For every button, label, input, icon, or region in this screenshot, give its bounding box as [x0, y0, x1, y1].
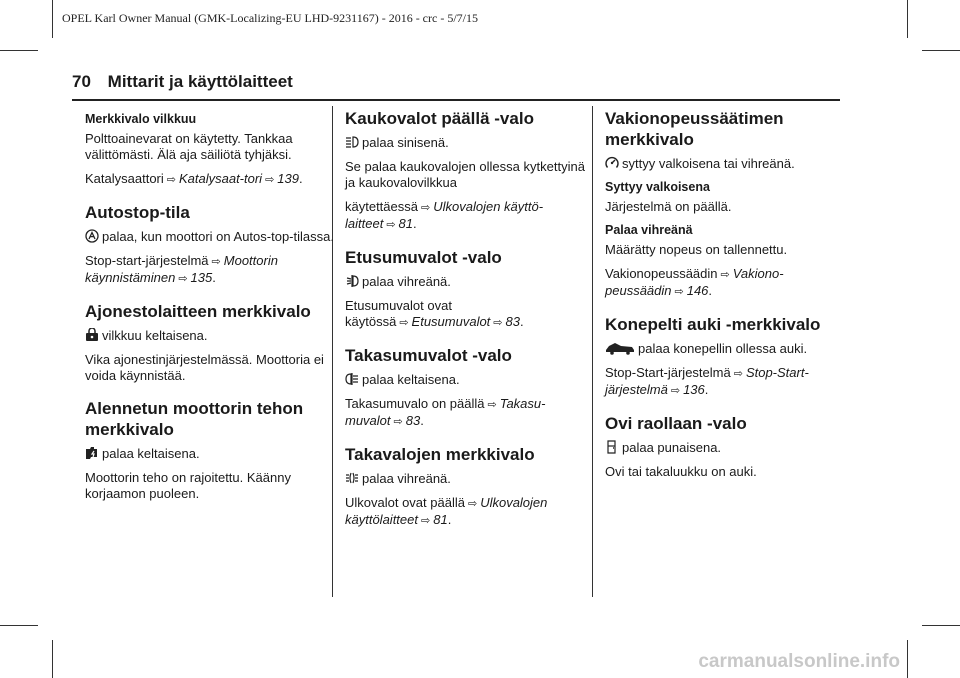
paragraph: Stop-start-järjestelmä ⇨ Moottorin käynnistäminen ⇨ 135.	[85, 253, 278, 285]
section-title: Takasumuvalot -valo	[345, 346, 512, 365]
document-meta: OPEL Karl Owner Manual (GMK-Localizing-EU LHD-9231167) - 2016 - crc - 5/7/15	[62, 11, 478, 25]
watermark: carmanualsonline.info	[698, 651, 900, 672]
paragraph: palaa sinisenä.	[345, 135, 585, 151]
arrow-ref-icon: ⇨	[670, 385, 681, 397]
reduced-power-icon	[85, 446, 99, 460]
arrow-ref-icon: ⇨	[166, 174, 176, 186]
section-title: Etusumuvalot -valo	[345, 248, 502, 267]
crop-mark	[907, 0, 908, 38]
paragraph: Etusumuvalot ovat käytössä ⇨ Etusumuvalot ⇨ 83.	[345, 298, 524, 329]
arrow-ref-icon: ⇨	[178, 273, 188, 285]
paragraph: vilkkuu keltaisena.	[85, 328, 335, 344]
page-number: 70	[72, 72, 91, 91]
paragraph: käytettäessä ⇨ Ulkovalojen käyttö-laitteet ⇨ 81.	[345, 199, 544, 231]
front-fog-icon	[345, 274, 359, 288]
paragraph: Ovi tai takaluukku on auki.	[605, 464, 757, 479]
section-title: Takavalojen merkkivalo	[345, 445, 535, 464]
page-reference[interactable]: 81	[398, 216, 413, 231]
paragraph: Stop-Start-järjestelmä ⇨ Stop-Start-järjestelmä ⇨ 136.	[605, 365, 809, 397]
cross-reference[interactable]: Ulkovalojen käyttölaitteet	[345, 495, 548, 527]
arrow-ref-icon: ⇨	[386, 219, 396, 231]
section-title: Ajonestolaitteen merkkivalo	[85, 302, 311, 321]
arrow-ref-icon: ⇨	[393, 416, 403, 428]
cross-reference[interactable]: Stop-Start-järjestelmä	[605, 365, 809, 397]
paragraph: Järjestelmä on päällä.	[605, 199, 732, 214]
autostop-icon	[85, 229, 99, 243]
arrow-ref-icon: ⇨	[399, 317, 409, 329]
paragraph: Katalysaattori ⇨ Katalysaat-tori ⇨ 139.	[85, 171, 303, 186]
subheading: Palaa vihreänä	[605, 223, 693, 237]
arrow-ref-icon: ⇨	[421, 202, 431, 214]
paragraph: palaa vihreänä.	[345, 274, 585, 290]
arrow-ref-icon: ⇨	[265, 174, 275, 186]
paragraph: palaa keltaisena.	[85, 446, 335, 462]
page-reference[interactable]: 83	[405, 413, 421, 428]
arrow-ref-icon: ⇨	[674, 286, 684, 298]
crop-mark	[52, 640, 53, 678]
paragraph: palaa konepellin ollessa auki.	[605, 341, 843, 357]
subheading: Syttyy valkoisena	[605, 180, 710, 194]
section-title: Ovi raollaan -valo	[605, 414, 747, 433]
page-header	[72, 72, 293, 92]
paragraph: palaa keltaisena.	[345, 372, 585, 388]
cross-reference[interactable]: Katalysaat-tori	[178, 171, 263, 186]
crop-mark	[52, 0, 53, 38]
section-title: Konepelti auki -merkkivalo	[605, 315, 821, 334]
arrow-ref-icon: ⇨	[720, 269, 730, 281]
column-3	[605, 106, 843, 488]
paragraph: palaa vihreänä.	[345, 471, 585, 487]
crop-mark	[0, 50, 38, 51]
paragraph: Takasumuvalo on päällä ⇨ Takasu-muvalot ⇨ 83.	[345, 396, 546, 428]
column-divider	[592, 106, 593, 597]
arrow-ref-icon: ⇨	[467, 498, 478, 510]
arrow-ref-icon: ⇨	[493, 317, 503, 329]
paragraph: Se palaa kaukovalojen ollessa kytkettyinä ja kaukovalovilkkua	[345, 159, 585, 190]
arrow-ref-icon: ⇨	[733, 368, 743, 380]
side-lights-icon	[345, 471, 359, 485]
paragraph: Määrätty nopeus on tallennettu.	[605, 242, 788, 257]
page-reference[interactable]: 135	[190, 270, 213, 285]
paragraph: Polttoainevarat on käytetty. Tankkaa välittömästi. Älä aja säiliötä tyhjäksi.	[85, 131, 293, 162]
hood-open-icon	[605, 341, 635, 355]
crop-mark	[907, 640, 908, 678]
arrow-ref-icon: ⇨	[487, 399, 497, 411]
column-1	[85, 106, 335, 510]
page-reference[interactable]: 139	[277, 171, 299, 186]
page-title: Mittarit ja käyttölaitteet	[107, 72, 293, 91]
section-title: Kaukovalot päällä -valo	[345, 109, 534, 128]
page-reference[interactable]: 136	[683, 382, 705, 397]
cross-reference[interactable]: Ulkovalojen käyttö-laitteet	[345, 199, 544, 231]
paragraph: Ulkovalot ovat päällä ⇨ Ulkovalojen käyttölaitteet ⇨ 81.	[345, 495, 548, 527]
page-reference[interactable]: 81	[433, 512, 448, 527]
section-title: Alennetun moottorin tehon merkkivalo	[85, 399, 304, 439]
subheading: Merkkivalo vilkkuu	[85, 112, 197, 126]
section-title: Vakionopeussäätimen merkkivalo	[605, 109, 784, 149]
cross-reference[interactable]: Moottorin käynnistäminen	[85, 253, 278, 285]
crop-mark	[0, 625, 38, 626]
high-beam-icon	[345, 135, 359, 149]
section-title: Autostop-tila	[85, 203, 190, 222]
paragraph: Moottorin teho on rajoitettu. Käänny korjaamon puoleen.	[85, 470, 291, 501]
paragraph: Vika ajonestinjärjestelmässä. Moottoria ei voida käynnistää.	[85, 352, 324, 383]
immobilizer-icon	[85, 328, 99, 342]
cross-reference[interactable]: Etusumuvalot	[411, 314, 491, 329]
paragraph: syttyy valkoisena tai vihreänä.	[605, 156, 843, 172]
column-2	[345, 106, 585, 537]
paragraph: Vakionopeussäädin ⇨ Vakiono-peussäädin ⇨ 146.	[605, 266, 784, 298]
page-reference[interactable]: 146	[686, 283, 709, 298]
cross-reference[interactable]: Vakiono-peussäädin	[605, 266, 784, 298]
paragraph: palaa, kun moottori on Autos-top-tilassa.	[85, 229, 335, 245]
header-rule	[72, 99, 840, 101]
cross-reference[interactable]: Takasu-muvalot	[345, 396, 546, 428]
door-ajar-icon	[605, 440, 619, 454]
arrow-ref-icon: ⇨	[421, 515, 431, 527]
page-reference[interactable]: 83	[505, 314, 520, 329]
crop-mark	[922, 625, 960, 626]
rear-fog-icon	[345, 372, 359, 386]
cruise-control-icon	[605, 156, 619, 170]
crop-mark	[922, 50, 960, 51]
arrow-ref-icon: ⇨	[211, 256, 221, 268]
paragraph: palaa punaisena.	[605, 440, 843, 456]
